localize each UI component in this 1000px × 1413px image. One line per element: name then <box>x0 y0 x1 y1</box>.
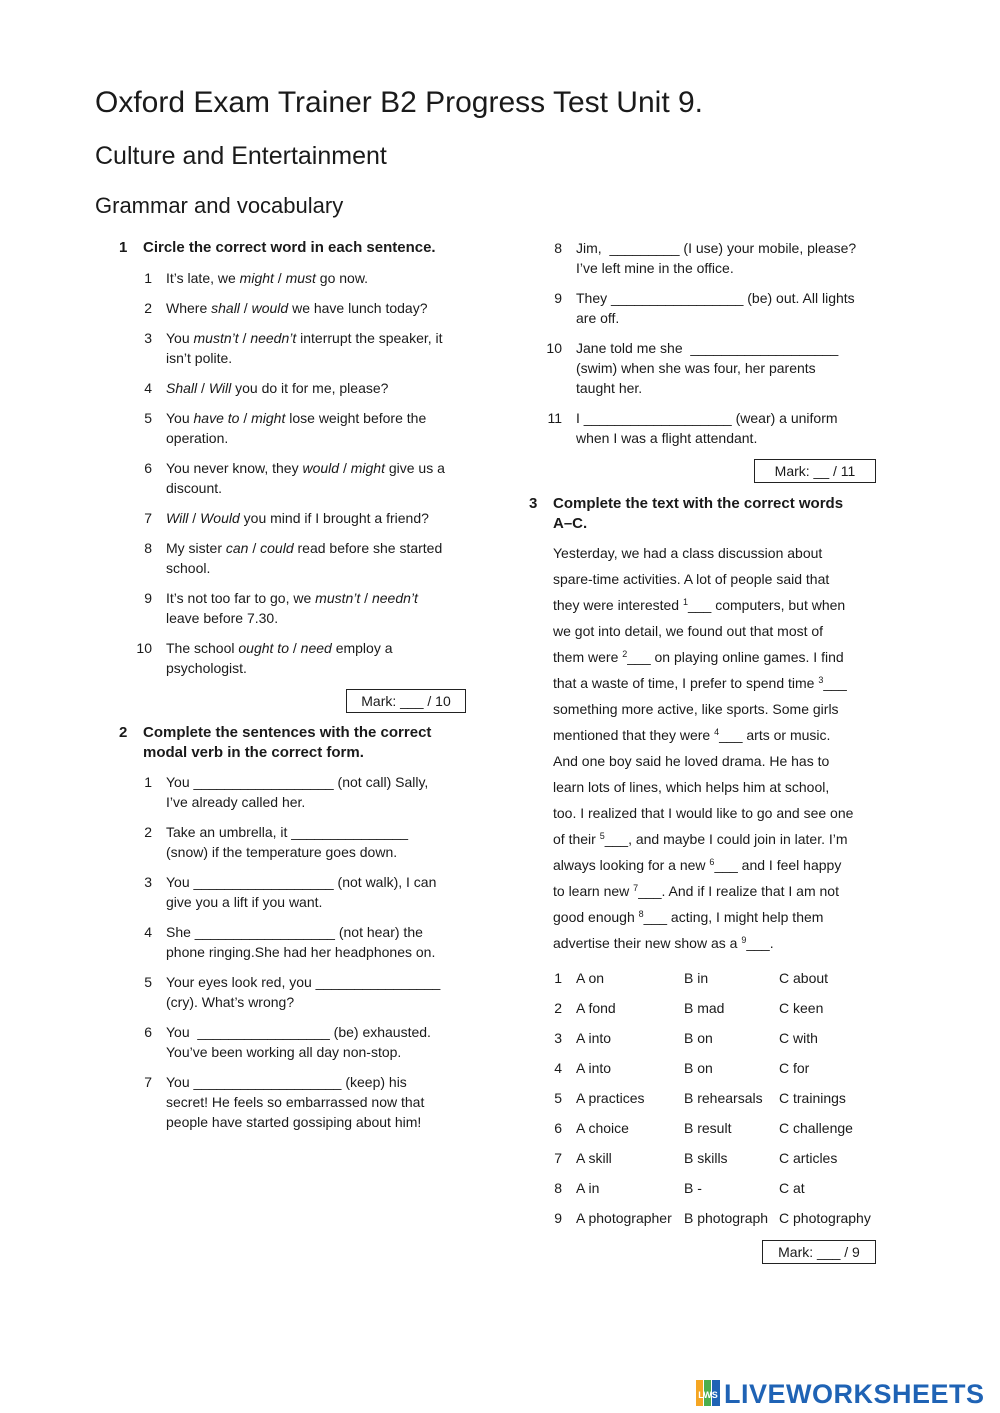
item-sentence: You _________________ (be) exhausted. You’ve been working all day non-stop. <box>166 1024 431 1060</box>
item-sentence: You __________________ (not call) Sally, I’ve already called her. <box>166 774 429 810</box>
option-number: 5 <box>554 1090 562 1106</box>
item-number: 6 <box>144 1024 152 1040</box>
option-a[interactable]: A skill <box>576 1150 612 1166</box>
option-number: 4 <box>554 1060 562 1076</box>
item-sentence: Take an umbrella, it _______________ (snow) if the temperature goes down. <box>166 824 409 860</box>
option-number: 3 <box>554 1030 562 1046</box>
option-c[interactable]: C at <box>779 1180 805 1196</box>
option-b[interactable]: B in <box>684 970 709 986</box>
item-number: 2 <box>144 824 152 840</box>
option-b[interactable]: B rehearsals <box>684 1090 763 1106</box>
item-sentence: It’s late, we might / must go now. <box>166 270 369 286</box>
item-number: 3 <box>144 874 152 890</box>
option-c[interactable]: C articles <box>779 1150 838 1166</box>
option-number: 2 <box>554 1000 562 1016</box>
item-sentence: The school ought to / need employ a psychologist. <box>166 640 393 676</box>
option-a[interactable]: A into <box>576 1060 612 1076</box>
item-number: 9 <box>144 590 152 606</box>
item-sentence: Shall / Will you do it for me, please? <box>166 380 389 396</box>
item-number: 6 <box>144 460 152 476</box>
item-sentence: You __________________ (not walk), I can give you a lift if you want. <box>166 874 437 910</box>
option-a[interactable]: A in <box>576 1180 600 1196</box>
item-number: 2 <box>144 300 152 316</box>
item-number: 7 <box>144 1074 152 1090</box>
option-b[interactable]: B on <box>684 1030 713 1046</box>
item-number: 3 <box>144 330 152 346</box>
item-number: 9 <box>554 290 562 306</box>
exercise-3-option-row <box>542 968 892 988</box>
option-c[interactable]: C photography <box>779 1210 871 1226</box>
option-a[interactable]: A into <box>576 1030 612 1046</box>
item-sentence: Where shall / would we have lunch today? <box>166 300 428 316</box>
option-number: 9 <box>554 1210 562 1226</box>
item-sentence: It’s not too far to go, we mustn’t / needn’t leave before 7.30. <box>166 590 418 626</box>
item-number: 5 <box>144 410 152 426</box>
item-number: 8 <box>554 240 562 256</box>
option-b[interactable]: B photograph <box>684 1210 769 1226</box>
exercise-3-option-row <box>542 1208 892 1228</box>
item-sentence: Jane told me she ___________________ (swim) when she was four, her parents taught her. <box>576 340 839 396</box>
exercise-3-option-row <box>542 1178 892 1198</box>
liveworksheets-logo-icon <box>696 1380 720 1406</box>
item-sentence: Your eyes look red, you ________________ (cry). What’s wrong? <box>166 974 441 1010</box>
exercise-3-mark-box[interactable]: Mark: ___ / 9 <box>762 1240 876 1264</box>
option-c[interactable]: C keen <box>779 1000 824 1016</box>
option-c[interactable]: C with <box>779 1030 818 1046</box>
item-number: 10 <box>136 640 152 656</box>
option-a[interactable]: A fond <box>576 1000 616 1016</box>
item-sentence: You never know, they would / might give us a discount. <box>166 460 445 496</box>
exercise-3-option-row <box>542 1028 892 1048</box>
option-number: 8 <box>554 1180 562 1196</box>
option-b[interactable]: B skills <box>684 1150 728 1166</box>
exercise-3-option-row <box>542 1118 892 1138</box>
option-c[interactable]: C about <box>779 970 829 986</box>
exercise-3-option-row <box>542 998 892 1018</box>
option-b[interactable]: B result <box>684 1120 732 1136</box>
option-number: 6 <box>554 1120 562 1136</box>
option-b[interactable]: B - <box>684 1180 702 1196</box>
item-number: 1 <box>144 774 152 790</box>
item-sentence: They _________________ (be) out. All lights are off. <box>576 290 855 326</box>
exercise-3-title: 3 Complete the text with the correct words A–C. <box>529 495 844 532</box>
option-a[interactable]: A practices <box>576 1090 645 1106</box>
logo-icon-letters: LWS <box>698 1390 718 1400</box>
option-c[interactable]: C trainings <box>779 1090 846 1106</box>
item-sentence: Will / Would you mind if I brought a friend? <box>166 510 429 526</box>
item-number: 4 <box>144 380 152 396</box>
exercise-3-option-row <box>542 1088 892 1108</box>
item-sentence: I ___________________ (wear) a uniform when I was a flight attendant. <box>576 410 838 446</box>
exercise-3-passage: Yesterday, we had a class discussion about spare-time activities. A lot of people said that they were interested $^1$___ computers, but when we got into detail, we found out that most of them were $^2$___ on playing online games. I find that a waste of time, I prefer to spend time $^3$___ something more active, like sports. Some girls mentioned that they were $^4$___ arts or music. And one boy said he loved drama. He has to learn lots of lines, which helps him at school, too. I realized that I would like to go and see one of their $^5$___, and maybe I could join in later. I’m always looking for a new $^6$___ and I feel happy to learn new $^7$___. And if I realize that I am not good enough $^8$___ acting, I might help them advertise their new show as a $^9$___. <box>553 545 854 951</box>
item-number: 8 <box>144 540 152 556</box>
item-sentence: My sister can / could read before she started school. <box>166 540 443 576</box>
option-c[interactable]: C for <box>779 1060 810 1076</box>
page-subtitle: Culture and Entertainment <box>95 142 387 170</box>
option-a[interactable]: A choice <box>576 1120 629 1136</box>
item-number: 10 <box>546 340 562 356</box>
exercise-1-title: 1 Circle the correct word in each sentence. <box>119 239 436 256</box>
item-sentence: She __________________ (not hear) the phone ringing.She had her headphones on. <box>166 924 436 960</box>
page-title: Oxford Exam Trainer B2 Progress Test Unit 9. <box>95 86 704 119</box>
item-number: 4 <box>144 924 152 940</box>
item-number: 11 <box>547 410 562 426</box>
section-heading: Grammar and vocabulary <box>95 193 344 218</box>
exercise-3-option-row <box>542 1058 892 1078</box>
exercise-1-mark-box[interactable]: Mark: ___ / 10 <box>346 689 466 713</box>
item-sentence: Jim, _________ (I use) your mobile, please? I’ve left mine in the office. <box>576 240 857 276</box>
item-number: 7 <box>144 510 152 526</box>
exercise-3-option-row <box>542 1148 892 1168</box>
option-a[interactable]: A photographer <box>576 1210 672 1226</box>
option-b[interactable]: B mad <box>684 1000 725 1016</box>
item-sentence: You have to / might lose weight before the operation. <box>166 410 427 446</box>
option-c[interactable]: C challenge <box>779 1120 853 1136</box>
option-number: 1 <box>554 970 562 986</box>
item-number: 1 <box>144 270 152 286</box>
exercise-2-mark-box[interactable]: Mark: __ / 11 <box>754 459 876 483</box>
option-number: 7 <box>554 1150 562 1166</box>
option-a[interactable]: A on <box>576 970 605 986</box>
item-sentence: You ___________________ (keep) his secret! He feels so embarrassed now that people have started gossiping about him! <box>166 1074 425 1130</box>
liveworksheets-logo-text: LIVEWORKSHEETS <box>724 1379 985 1409</box>
item-sentence: You mustn’t / needn’t interrupt the speaker, it isn’t polite. <box>166 330 443 366</box>
exercise-2-title: 2 Complete the sentences with the correct modal verb in the correct form. <box>119 724 432 761</box>
option-b[interactable]: B on <box>684 1060 713 1076</box>
item-number: 5 <box>144 974 152 990</box>
